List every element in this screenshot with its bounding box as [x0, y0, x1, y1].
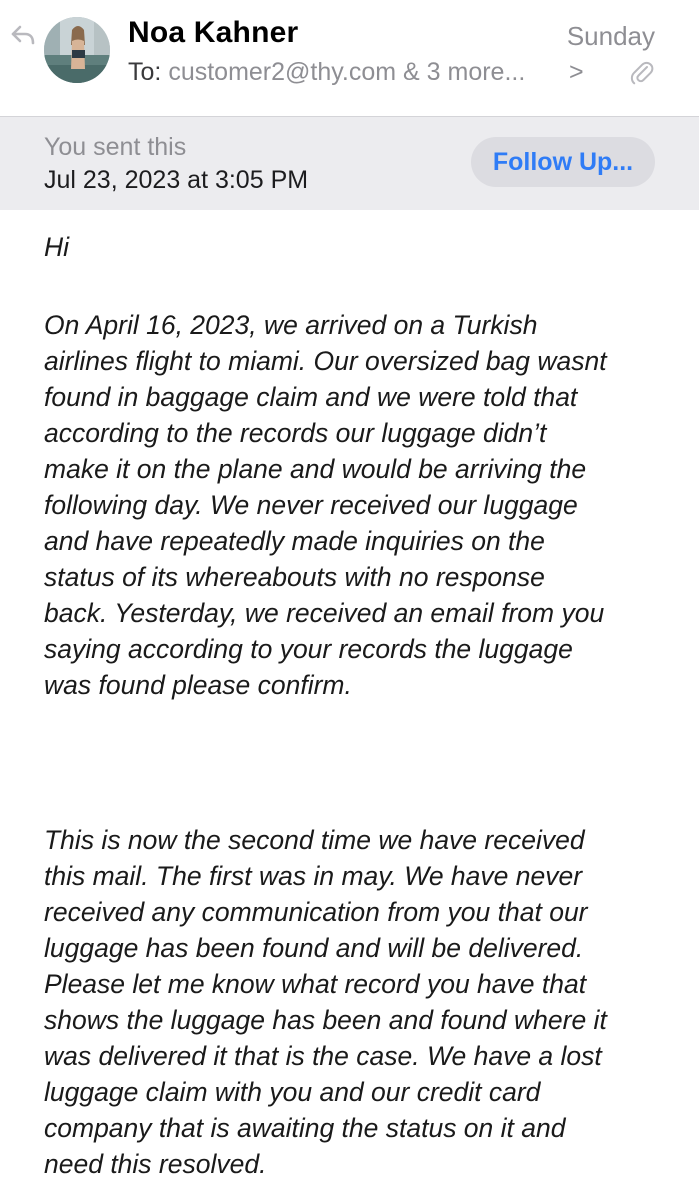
- body-line: shows the luggage has been and found where it: [44, 1005, 607, 1035]
- to-label: To:: [128, 58, 162, 86]
- sender-name[interactable]: Noa Kahner: [128, 16, 299, 49]
- body-line: back. Yesterday, we received an email from you: [44, 598, 605, 628]
- reply-icon[interactable]: [10, 24, 36, 46]
- recipients-value[interactable]: customer2@thy.com & 3 more...: [168, 58, 526, 86]
- body-line: status of its whereabouts with no response: [44, 562, 545, 592]
- body-line: luggage has been found and will be delivered.: [44, 933, 584, 963]
- sent-date: Jul 23, 2023 at 3:05 PM: [44, 166, 309, 194]
- body-line: was delivered it that is the case. We have a lost: [44, 1041, 602, 1071]
- body-line: need this resolved.: [44, 1149, 267, 1179]
- body-line: was found please confirm.: [44, 670, 352, 700]
- body-line: Please let me know what record you have that: [44, 969, 587, 999]
- email-greeting: Hi: [44, 232, 70, 262]
- paperclip-icon: [630, 58, 654, 86]
- body-line: make it on the plane and would be arriving the: [44, 454, 587, 484]
- body-line: luggage claim with you and our credit card: [44, 1077, 541, 1107]
- email-paragraph-1: [44, 307, 684, 703]
- avatar[interactable]: [44, 17, 110, 83]
- body-line: This is now the second time we have received: [44, 825, 585, 855]
- body-line: found in baggage claim and we were told that: [44, 382, 578, 412]
- body-line: according to the records our luggage didn’t: [44, 418, 547, 448]
- chevron-right-icon[interactable]: >: [569, 58, 584, 86]
- sent-banner: [0, 117, 699, 210]
- body-line: saying according to your records the luggage: [44, 634, 573, 664]
- body-line: company that is awaiting the status on it and: [44, 1113, 566, 1143]
- body-line: airlines flight to miami. Our oversized bag wasnt: [44, 346, 607, 376]
- recipients-line[interactable]: [128, 58, 525, 87]
- follow-up-button[interactable]: Follow Up...: [471, 137, 655, 187]
- email-paragraph-2: [44, 822, 684, 1182]
- body-line: and have repeatedly made inquiries on the: [44, 526, 545, 556]
- message-date: Sunday: [566, 21, 655, 51]
- sent-label: You sent this: [44, 133, 187, 161]
- message-header: [0, 0, 699, 117]
- body-line: following day. We never received our luggage: [44, 490, 578, 520]
- body-line: received any communication from you that our: [44, 897, 588, 927]
- body-line: this mail. The first was in may. We have never: [44, 861, 583, 891]
- body-line: On April 16, 2023, we arrived on a Turkish: [44, 310, 538, 340]
